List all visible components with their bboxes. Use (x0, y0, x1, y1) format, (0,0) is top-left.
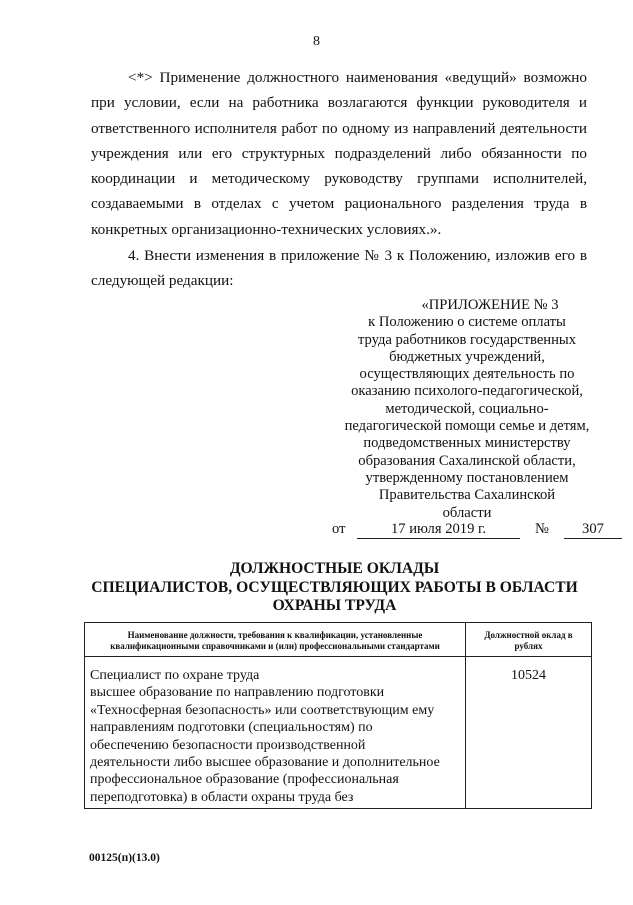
table-header-row (85, 623, 592, 657)
position-line: обеспечению безопасности производственной (90, 737, 366, 753)
approval-line: «ПРИЛОЖЕНИЕ № 3 (421, 297, 559, 313)
approval-line: образования Сахалинской области, (358, 452, 576, 469)
approval-line: труда работников государственных (357, 331, 577, 348)
title-line: ДОЛЖНОСТНЫЕ ОКЛАДЫ (229, 560, 440, 577)
approval-line: утвержденному постановлением (365, 469, 569, 486)
footer-document-code: 00125(п)(13.0) (89, 852, 160, 864)
column-header-salary: Должностной оклад в рублях (466, 623, 592, 657)
table-row (85, 657, 592, 809)
position-cell (85, 657, 466, 809)
approval-line: педагогической помощи семье и детям, (344, 418, 590, 435)
footnote-paragraph (91, 65, 587, 242)
item4-paragraph (91, 243, 587, 294)
title-line: СПЕЦИАЛИСТОВ, ОСУЩЕСТВЛЯЮЩИХ РАБОТЫ В ОБЛАСТИ (91, 578, 578, 596)
position-line: «Техносферная безопасность» или соответствующим ему (90, 702, 435, 718)
position-line: направлениям подготовки (специальностям) по (90, 720, 373, 736)
document-title (80, 560, 589, 616)
position-line: Специалист по охране труда (90, 668, 260, 683)
page-number: 8 (313, 34, 320, 49)
position-line: деятельности либо высшее образование и дополнительное (90, 755, 440, 771)
position-line: высшее образование по направлению подготовки (90, 685, 385, 701)
title-line: ОХРАНЫ ТРУДА (272, 597, 397, 614)
approval-line: Правительства Сахалинской (378, 487, 556, 504)
approval-date-row (332, 519, 622, 541)
salary-table (84, 622, 592, 809)
position-line: переподготовка) в области охраны труда без (90, 789, 354, 805)
position-line: профессиональное образование (профессиональная (90, 772, 399, 788)
approval-line: бюджетных учреждений, (389, 348, 545, 365)
approval-line: области (442, 504, 492, 521)
footnote-text: <*> Применение должностного наименования «ведущий» возможно при условии, если на работника возлагаются функции руководителя и ответственного исполнителя работ по одному из направлений деятельности учреждения или его структурных подразделений либо обязанности по координации и методическому руководству группами исполнителей, создаваемыми в отделах с учетом рационального разделения труда в (91, 69, 587, 213)
approval-date: 17 июля 2019 г. (357, 521, 520, 539)
salary-cell: 10524 (466, 657, 592, 809)
column-header-position: Наименование должности, требования к квалификации, установленные квалификационными справочниками и (или) профессиональными стандартами (85, 623, 466, 657)
from-label: от (332, 521, 346, 537)
approval-block (332, 297, 602, 522)
item4-last-line: следующей редакции: (91, 272, 234, 290)
approval-line: оказанию психолого-педагогической, (351, 383, 583, 400)
footnote-last-line: конкретных организационно-технических условиях.». (91, 220, 442, 238)
item4-text: 4. Внести изменения в приложение № 3 к Положению, изложив его в (128, 247, 587, 264)
approval-number: 307 (564, 521, 622, 539)
number-label: № (535, 521, 549, 537)
approval-line: методической, социально- (385, 400, 549, 417)
approval-line: к Положению о системе оплаты (368, 314, 566, 331)
approval-line: подведомственных министерству (363, 435, 571, 452)
approval-line: осуществляющих деятельность по (359, 366, 575, 383)
